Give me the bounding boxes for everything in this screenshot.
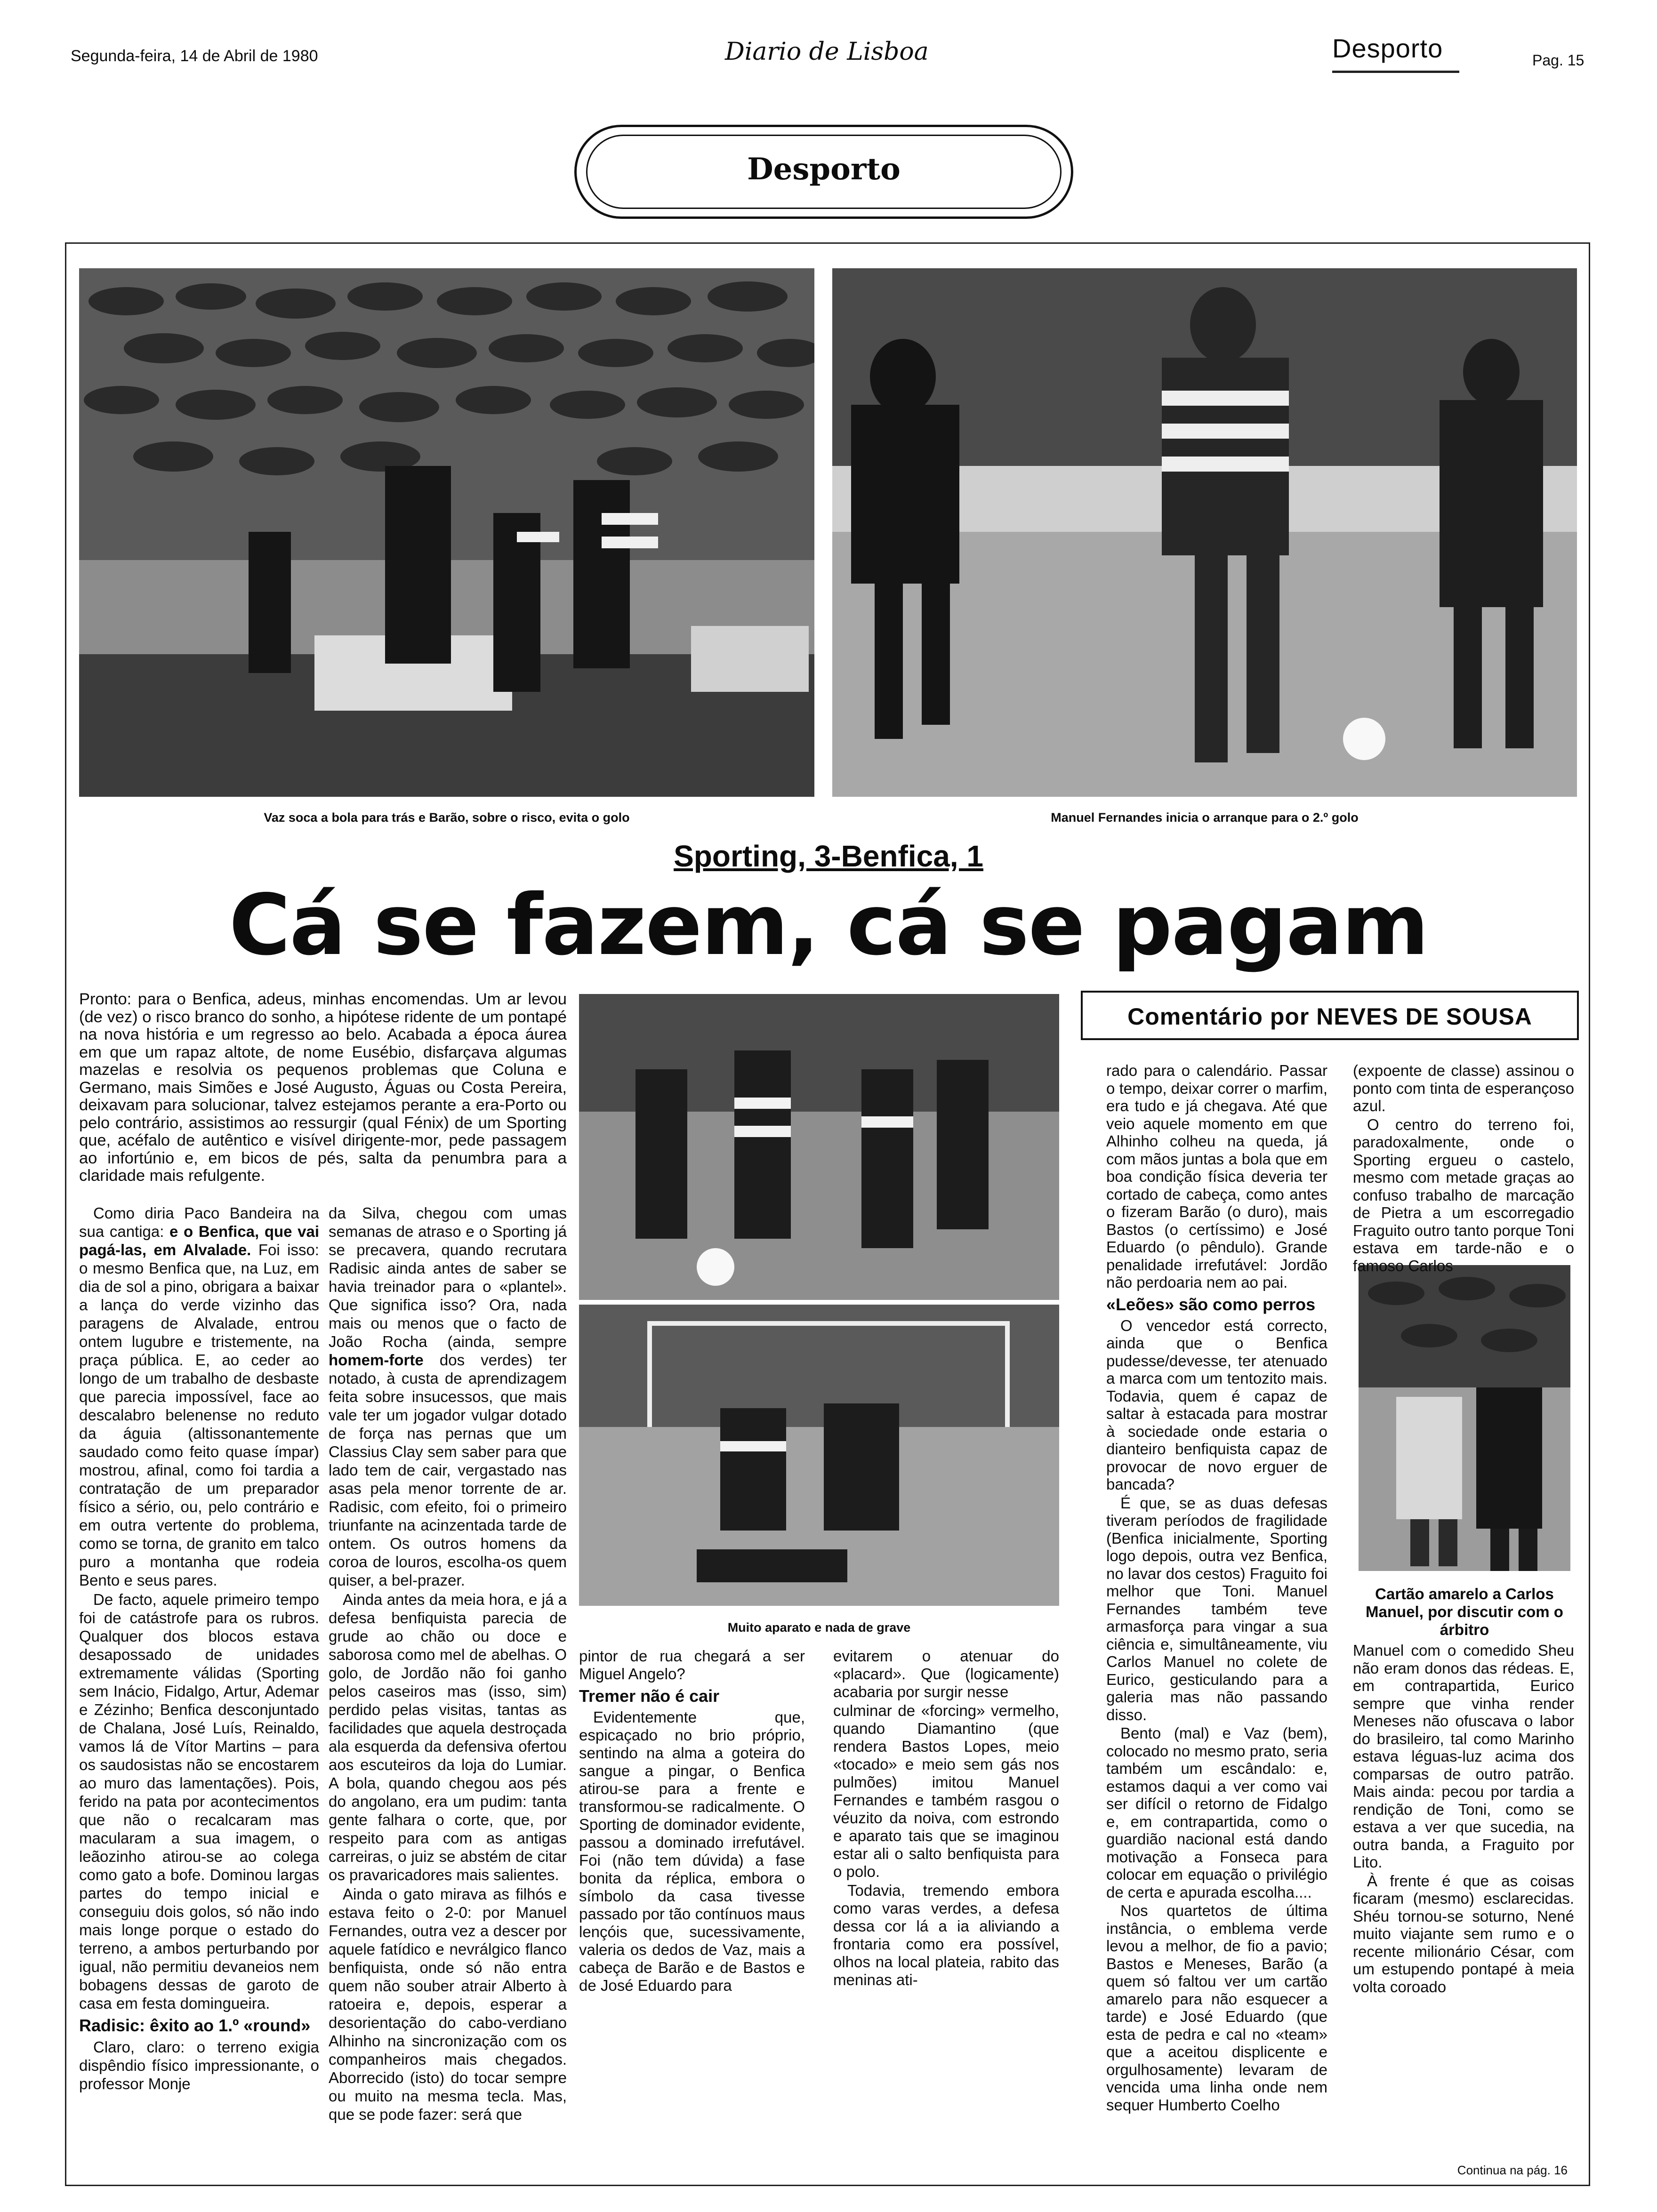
col2-paragraph-3: Ainda o gato mirava as filhós e estava feito o 2-0: por Manuel Fernandes, outra vez a descer por aquele fatídico e nevrálgico flanco benfiquista, onde só não entra quem não souber atrair Alberto à ratoeira e, depois, esperar a desorientação do cabo-verdiano Alhinho na sincronização com os companheiros mais chegados. Aborrecido (isto) do tocar sempre ou muito na mesma tecla. Mas, que se pode fazer: será que — [329, 1885, 567, 2123]
col5-paragraph-2: O vencedor está correcto, ainda que o Benfica pudesse/devesse, ter atenuado a marca com um tentozito mais. Todavia, quem é capaz de saltar à estacada para mostrar à sociedade onde estaria o dianteiro benfiquista capaz de provocar de novo erguer de bancada? — [1106, 1316, 1327, 1493]
article-lead — [79, 991, 567, 1186]
section-banner-title: Desporto — [747, 152, 901, 187]
article-column-4 — [833, 1647, 1059, 1990]
caption-top-left: Vaz soca a bola para trás e Barão, sobre o risco, evita o golo — [264, 810, 630, 825]
article-column-6-top — [1353, 1062, 1574, 1275]
col3-subhead: Tremer não é cair — [579, 1686, 720, 1706]
col5-paragraph-4: Bento (mal) e Vaz (bem), colocado no mesmo prato, seria também um escândalo: e, estamos daqui a ver como vai ser difícil o retorno de Fidalgo e, em contrapartida, como o guardião nacional está dando motivação a Fonseca para colocar em equação o privilégio de certa e apurada escolha.... — [1106, 1724, 1327, 1901]
col3-paragraph-1: pintor de rua chegará a ser Miguel Angelo? — [579, 1647, 805, 1683]
col1-p1-text-c: Foi isso: o mesmo Benfica que, na Luz, em dia de sol a pino, obrigara a baixar a lança do verde vizinho das paragens de Alvalade, entrou ontem lugubre e tristemente, na praça pública. E, ao ceder ao longo de um trabalho de desbaste que parecia impossível, face ao descalabro belenense no reduto da águia (altissonantemente saudado como feito quase ímpar) mostrou, afinal, como foi tardia a contratação de um preparador físico a sério, ou, pelo contrário e em outra vertente do problema, como se torna, de granito em talco puro a montanha que rodeia Bento e seus pares. — [79, 1241, 319, 1589]
photo-goal-mouth — [79, 268, 814, 797]
col4-paragraph-1: evitarem o atenuar do «placard». Que (logicamente) acabaria por surgir nesse — [833, 1647, 1059, 1700]
article-column-6-bottom — [1353, 1642, 1574, 1996]
col4-paragraph-3: Todavia, tremendo embora como varas verdes, a defesa dessa cor lá a ia aliviando a frontaria como era possível, olhos na local plateia, rabito das meninas ati- — [833, 1882, 1059, 1988]
col5-paragraph-3: É que, se as duas defesas tiveram períodos de fragilidade (Benfica inicialmente, Sporting logo depois, outra vez Benfica, no lavar dos cestos) Fraguito foi melhor que Toni. Manuel Fernandes também teve armasforça para vingar a sua ciência e, simultâneamente, viu Carlos Manuel no colete de Eurico, gesticulando para a galeria mas não passando disso. — [1106, 1494, 1327, 1723]
col2-paragraph-1 — [329, 1204, 567, 1589]
photo-manuel-fernandes-image — [832, 268, 1577, 797]
photo-match-action-image — [579, 994, 1059, 1606]
article-column-3 — [579, 1647, 805, 1996]
headline-kicker: Sporting, 3-Benfica, 1 — [674, 839, 983, 873]
col5-subhead: «Leões» são como perros — [1106, 1294, 1316, 1314]
col2-paragraph-2: Ainda antes da meia hora, e já a defesa benfiquista parecia de grude ao chão ou doce e saborosa como mel de abelhas. O golo, de Jordão não foi ganho pelos caseiros mas (isso, sim) perdido pelas visitas, tantas as facilidades que aquela destroçada ala esquerda da defensiva ofertou aos escuteiros da loja do Lumiar. A bola, quando chegou aos pés do angolano, era um pudim: tanta gente falhara o corte, que, por respeito para com as antigas carreiras, o juiz se abstém de citar os pravaricadores mais salientes. — [329, 1591, 567, 1883]
article-column-2 — [329, 1204, 567, 2124]
col1-p1-text-a: Como diria Paco Bandeira na sua cantiga: — [79, 1204, 319, 1240]
col5-paragraph-5: Nos quartetos de última instância, o emblema verde levou a melhor, de fio a pavio; Bastos e Meneses, Barão (a quem só faltou ver um cartão amarelo para não esquecer a tarde) e José Eduardo (que esta de pedra e cal no «team» que a aceitou displicente e orgulhosamente) levaram de vencida uma linha onde nem sequer Humberto Coelho — [1106, 1902, 1327, 2114]
comment-box — [1081, 991, 1579, 1040]
col2-p1-bold: homem-forte — [329, 1351, 424, 1369]
col1-paragraph-3: Claro, claro: o terreno exigia dispêndio físico impressionante, o professor Monje — [79, 2038, 319, 2092]
photo-match-action — [579, 994, 1059, 1606]
comment-byline: Comentário por NEVES DE SOUSA — [1127, 1003, 1532, 1030]
col6-paragraph-4: À frente é que as coisas ficaram (mesmo) esclarecidas. Shéu tornou-se soturno, Nené muito viajante sem rumo e o recente milionário César, com um estupendo pontapé à meia volta coroado — [1353, 1872, 1574, 1996]
headline-title: Cá se fazem, cá se pagam — [229, 876, 1428, 974]
col1-paragraph-1 — [79, 1204, 319, 1589]
caption-top-right: Manuel Fernandes inicia o arranque para o 2.º golo — [1051, 810, 1359, 825]
col4-paragraph-2: culminar de «forcing» vermelho, quando Diamantino (que rendera Bastos Lopes, meio «tocado» e meio sem gás nos pulmões) imitou Manuel Fernandes e também rasgou o véuzito da noiva, com estrondo e aparato tais que se imaginou estar ali o salto benfiquista para o polo. — [833, 1702, 1059, 1880]
header-page-number: Pag. 15 — [1532, 52, 1585, 69]
col1-p1-bold: e o Benfica, que vai pagá-las, em Alvalade. — [79, 1223, 319, 1258]
section-banner — [574, 125, 1073, 219]
col6-paragraph-2: O centro do terreno foi, paradoxalmente, onde o Sporting ergueu o castelo, mesmo com metade graças ao confuso trabalho de marcação de Pietra a um escorregadio Fraguito outro tanto porque Toni estava em tarde-não e o famoso Carlos — [1353, 1115, 1574, 1274]
col3-paragraph-2: Evidentemente que, espicaçado no brio próprio, sentindo na alma a goteira do sangue a pingar, o Benfica atirou-se para a frente e transformou-se radicalmente. O Sporting de dominador evidente, passou a dominado irrefutável. Foi (não tem dúvida) a fase bonita da réplica, embora o símbolo da casa tivesse passado por tão contínuos maus lençóis que, sucessivamente, valeria os dedos de Vaz, mais a cabeça de Barão e de Bastos e de José Eduardo para — [579, 1708, 805, 1994]
article-column-1 — [79, 1204, 319, 2094]
col2-p1-text-a: da Silva, chegou com umas semanas de atraso e o Sporting já se precavera, quando recrutara Radisic ainda antes de saber se havia treinador para o «plantel». Que significa isso? Ora, nada mais ou menos que o facto de João Rocha (ainda, sempre — [329, 1204, 567, 1350]
header-date: Segunda-feira, 14 de Abril de 1980 — [71, 47, 318, 65]
col5-paragraph-1: rado para o calendário. Passar o tempo, deixar correr o marfim, era tudo e já chegava. Até que veio aquele momento em que Alhinho colheu na queda, já com mãos juntas a bola que em boa condição física deveria ter cortado de cabeça, como antes o fizeram Barão (o duro), mais Bastos (o certíssimo) e José Eduardo (o pêndulo). Grande penalidade irrefutável: Jordão não perdoaria nem ao pai. — [1106, 1062, 1327, 1291]
col6-paragraph-1: (expoente de classe) assinou o ponto com tinta de esperançoso azul. — [1353, 1062, 1574, 1114]
photo-goal-mouth-image — [79, 268, 814, 797]
masthead: Diario de Lisboa — [725, 38, 929, 66]
col1-paragraph-2: De facto, aquele primeiro tempo foi de catástrofe para os rubros. Qualquer dos blocos estava desapossado de unidades extremamente válidas (Sporting sem Inácio, Fidalgo, Artur, Ademar e Zézinho; Benfica desconjuntado de Chalana, José Luís, Reinaldo, vamos lá de Vítor Martins – para os saudosistas não se encostarem ao muro das lamentações). Pois, ferido na pata por acontecimentos que não o recalcaram mas macularam a sua imagem, o leãozinho atirou-se ao colega como gato a bofe. Dominou largas partes do tempo inicial e conseguiu dois golos, só não indo mais longe porque o estado do terreno, a ambos perturbando por igual, não permitiu devaneios nem bobagens dessas de garoto de casa em festa domingueira. — [79, 1591, 319, 2012]
header-section: Desporto — [1332, 33, 1443, 63]
lead-paragraph: Pronto: para o Benfica, adeus, minhas encomendas. Um ar levou (de vez) o risco branco do sonho, a hipótese ridente de um pontapé na nova história e um regresso ao belo. Acabada a época áurea em que um rapaz altote, de nome Eusébio, disfarçava algumas mazelas e resolvia os pequenos problemas que Coluna e Germano, mais Simões e José Augusto, Águas ou Costa Pereira, deixavam para solucionar, talvez estejamos perante a era-Porto ou pelo contrário, assistimos ao ressurgir (qual Fénix) de um Sporting que, acéfalo de autêntico e visível dirigente-mor, pede passagem ao infortúnio e, em bicos de pés, salta da penumbra para a claridade mais refulgente. — [79, 990, 567, 1185]
col6-paragraph-3: Manuel com o comedido Sheu não eram donos das rédeas. E, em contrapartida, Eurico sempre que vinha render Meneses não ofuscava o labor do brasileiro, tal como Marinho estava léguas-luz acima dos comparsas de outro patrão. Mais ainda: pecou por tardia a rendição de Toni, como se estava a ver que sucedia, na outra banda, a Fraguito por Lito. — [1353, 1642, 1574, 1871]
article-column-5 — [1106, 1062, 1327, 2115]
caption-right: Cartão amarelo a Carlos Manuel, por discutir com o árbitro — [1366, 1585, 1563, 1638]
photo-manuel-fernandes — [832, 268, 1577, 797]
caption-middle: Muito aparato e nada de grave — [727, 1620, 911, 1635]
col2-p1-text-c: dos verdes) ter notado, à custa de aprendizagem feita sobre insucessos, que mais vale ter um jogador vulgar dotado de força nas pernas que um Classius Clay sem saber para que lado tem de cair, vergastado nas asas pela menor torrente de ar. Radisic, com efeito, foi o primeiro triunfante na acinzentada tarde de ontem. Os outros homens da coroa de louros, escolha-os quem quiser, a bel-prazer. — [329, 1351, 567, 1589]
header-section-rule — [1332, 71, 1459, 73]
col1-subhead: Radisic: êxito ao 1.º «round» — [79, 2016, 311, 2035]
photo-yellow-card-image — [1359, 1265, 1570, 1571]
continued-note: Continua na pág. 16 — [1457, 2163, 1568, 2177]
photo-yellow-card — [1359, 1265, 1570, 1571]
